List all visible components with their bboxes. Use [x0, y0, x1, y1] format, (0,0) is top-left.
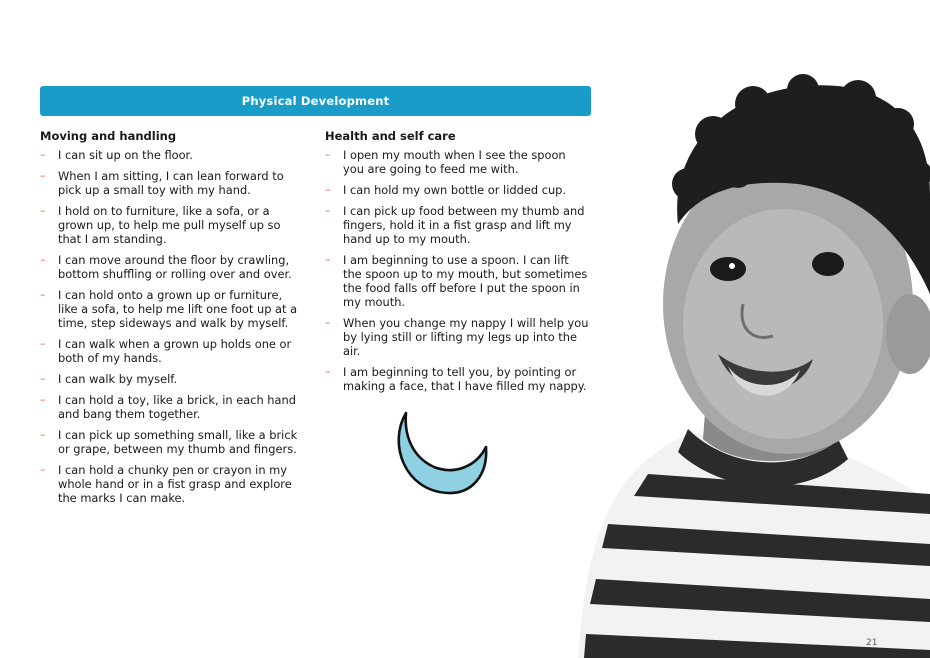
list-item: – I am beginning to use a spoon. I can lift the spoon up to my mouth, but sometimes the food falls off before I put the spoon in my mouth. [325, 253, 588, 309]
list-item: – When I am sitting, I can lean forward to pick up a small toy with my hand. [40, 169, 284, 197]
moving-handling-list [40, 148, 302, 505]
list-item: – I can move around the floor by crawling, bottom shuffling or rolling over and over. [40, 253, 292, 281]
child-photo [538, 74, 930, 658]
list-item: – I open my mouth when I see the spoon you are going to feed me with. [325, 148, 566, 176]
list-item: – I can pick up something small, like a brick or grape, between my thumb and fingers. [40, 428, 298, 456]
list-item: – I can walk by myself. [40, 372, 178, 386]
health-selfcare-heading: Health and self care [325, 129, 456, 143]
moving-handling-heading: Moving and handling [40, 129, 177, 143]
list-item: – I can sit up on the floor. [40, 148, 193, 162]
list-item: – I hold on to furniture, like a sofa, or a grown up, to help me pull myself up so that I am standing. [40, 204, 281, 246]
list-item: – I can hold a chunky pen or crayon in my whole hand or in a fist grasp and explore the marks I can make. [40, 463, 292, 505]
list-item: – I am beginning to tell you, by pointing or making a face, that I have filled my nappy. [325, 365, 587, 393]
crescent-moon-icon [392, 409, 490, 497]
list-item: – I can walk when a grown up holds one or both of my hands. [40, 337, 292, 365]
list-item: – I can hold onto a grown up or furniture, like a sofa, to help me lift one foot up at a time, step sideways and walk by myself. [40, 288, 298, 330]
list-item: – I can pick up food between my thumb and fingers, hold it in a fist grasp and lift my hand up to my mouth. [325, 204, 585, 246]
list-item: – I can hold my own bottle or lidded cup. [325, 183, 567, 197]
list-item: – I can hold a toy, like a brick, in each hand and bang them together. [40, 393, 296, 421]
list-item: – When you change my nappy I will help you by lying still or lifting my legs up into the air. [325, 316, 589, 358]
moving-handling-column [40, 129, 302, 512]
page-number: 21 [866, 638, 878, 648]
section-banner [40, 86, 591, 116]
section-title: Physical Development [241, 94, 390, 108]
